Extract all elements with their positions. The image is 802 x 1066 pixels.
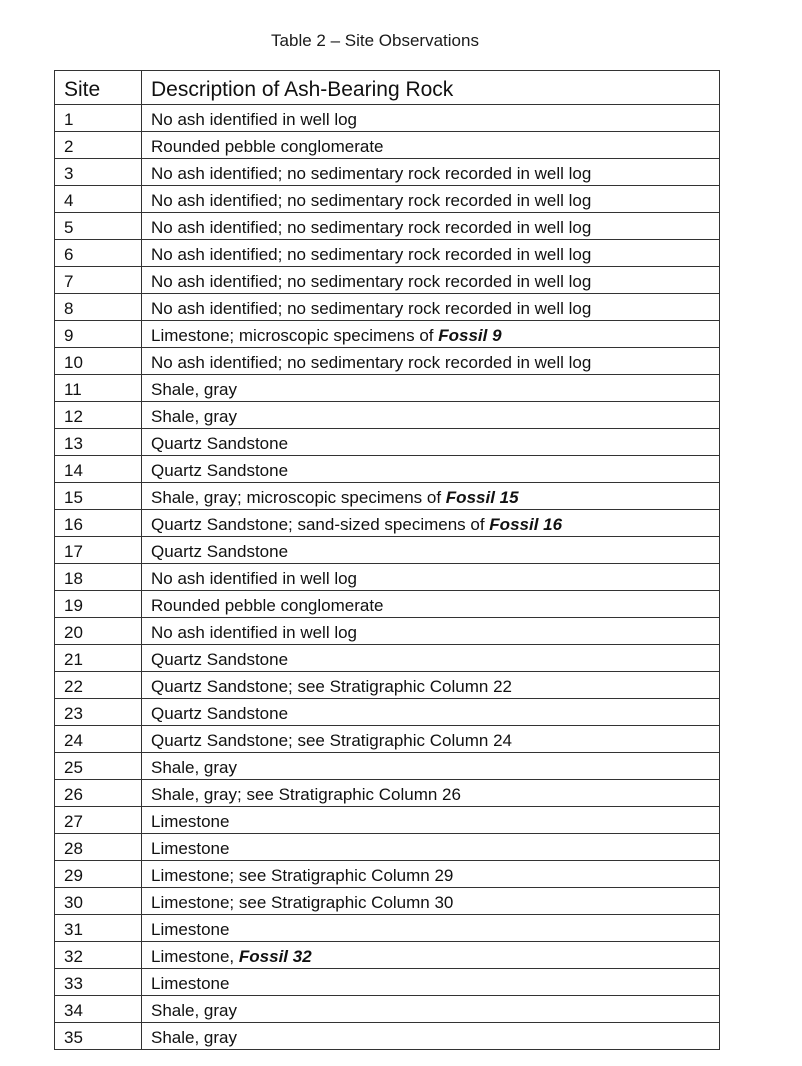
table-row [55,429,720,456]
description-cell [142,375,720,402]
site-number-cell: 18 [55,564,142,591]
description-text: Shale, gray [151,380,237,399]
table-body [55,105,720,1050]
description-cell [142,807,720,834]
site-number-cell: 13 [55,429,142,456]
table-row [55,240,720,267]
description-cell [142,591,720,618]
site-number-cell: 8 [55,294,142,321]
fossil-name: Fossil 16 [489,515,563,534]
site-number-cell: 22 [55,672,142,699]
table-row [55,996,720,1023]
description-text: Rounded pebble conglomerate [151,137,384,156]
description-cell [142,699,720,726]
table-row [55,834,720,861]
table-row [55,942,720,969]
table-row [55,672,720,699]
description-cell [142,321,720,348]
description-text: Quartz Sandstone [151,434,289,453]
table-header-row [55,71,720,105]
description-text: Shale, gray [151,1028,237,1047]
description-text: Quartz Sandstone [151,704,289,723]
description-text: Shale, gray [151,758,237,777]
site-number-cell: 23 [55,699,142,726]
site-number-cell: 24 [55,726,142,753]
table-caption: Table 2 – Site Observations [271,31,479,50]
description-text: No ash identified; no sedimentary rock recorded in well log [151,218,592,237]
table-row [55,294,720,321]
description-cell [142,402,720,429]
site-number-cell: 10 [55,348,142,375]
table-row [55,726,720,753]
table-row [55,915,720,942]
table-row [55,483,720,510]
description-text: Rounded pebble conglomerate [151,596,384,615]
site-number-cell: 31 [55,915,142,942]
site-number-cell: 17 [55,537,142,564]
site-number-cell: 3 [55,159,142,186]
site-number-cell: 29 [55,861,142,888]
description-cell [142,780,720,807]
site-number-cell: 15 [55,483,142,510]
table-row [55,807,720,834]
description-text: Quartz Sandstone [151,461,289,480]
description-text: Limestone, [151,947,239,966]
table-row [55,969,720,996]
site-number-cell: 2 [55,132,142,159]
description-text: Quartz Sandstone [151,650,289,669]
description-text: Limestone [151,974,230,993]
table-row [55,537,720,564]
table-row [55,510,720,537]
description-cell [142,429,720,456]
description-text: Quartz Sandstone; sand-sized specimens of [151,515,490,534]
site-number-cell: 28 [55,834,142,861]
site-number-cell: 11 [55,375,142,402]
description-text: No ash identified; no sedimentary rock recorded in well log [151,191,592,210]
table-row [55,402,720,429]
site-number-cell: 32 [55,942,142,969]
site-number-cell: 30 [55,888,142,915]
site-number-cell: 21 [55,645,142,672]
description-text: No ash identified in well log [151,569,358,588]
fossil-name: Fossil 32 [238,947,312,966]
table-row [55,321,720,348]
site-number-cell: 7 [55,267,142,294]
column-header-site: Site [55,71,142,105]
table-row [55,213,720,240]
site-number-cell: 14 [55,456,142,483]
description-text: Quartz Sandstone; see Stratigraphic Column 24 [151,731,512,750]
description-text: Shale, gray; see Stratigraphic Column 26 [151,785,461,804]
site-number-cell: 25 [55,753,142,780]
table-row [55,456,720,483]
description-cell [142,753,720,780]
description-cell [142,834,720,861]
description-cell [142,105,720,132]
table-row [55,753,720,780]
table-row [55,618,720,645]
description-cell [142,996,720,1023]
site-number-cell: 34 [55,996,142,1023]
description-cell [142,348,720,375]
table-row [55,1023,720,1050]
description-cell [142,618,720,645]
description-cell [142,861,720,888]
table-row [55,564,720,591]
table-row [55,348,720,375]
description-cell [142,159,720,186]
table-row [55,105,720,132]
description-text: Limestone; see Stratigraphic Column 30 [151,893,454,912]
site-number-cell: 1 [55,105,142,132]
description-cell [142,132,720,159]
description-text: No ash identified in well log [151,623,358,642]
description-text: Shale, gray [151,1001,237,1020]
table-row [55,267,720,294]
table-row [55,861,720,888]
table-row [55,699,720,726]
site-number-cell: 26 [55,780,142,807]
description-text: No ash identified; no sedimentary rock recorded in well log [151,272,592,291]
table-row [55,375,720,402]
description-text: Quartz Sandstone [151,542,289,561]
description-text: Shale, gray [151,407,237,426]
description-text: No ash identified; no sedimentary rock recorded in well log [151,164,592,183]
description-cell [142,537,720,564]
site-number-cell: 19 [55,591,142,618]
description-cell [142,186,720,213]
table-row [55,888,720,915]
description-cell [142,1023,720,1050]
description-cell [142,267,720,294]
description-text: No ash identified; no sedimentary rock recorded in well log [151,353,592,372]
table-row [55,591,720,618]
description-cell [142,942,720,969]
site-number-cell: 16 [55,510,142,537]
table-row [55,780,720,807]
column-header-description: Description of Ash-Bearing Rock [142,71,720,105]
description-text: Limestone; microscopic specimens of [151,326,439,345]
description-text: Limestone; see Stratigraphic Column 29 [151,866,454,885]
description-cell [142,294,720,321]
description-cell [142,915,720,942]
site-number-cell: 20 [55,618,142,645]
description-cell [142,213,720,240]
description-cell [142,726,720,753]
table-row [55,645,720,672]
site-number-cell: 12 [55,402,142,429]
description-cell [142,240,720,267]
site-number-cell: 9 [55,321,142,348]
description-text: Limestone [151,920,230,939]
description-cell [142,483,720,510]
description-text: Quartz Sandstone; see Stratigraphic Column 22 [151,677,512,696]
site-number-cell: 27 [55,807,142,834]
description-cell [142,564,720,591]
description-text: Limestone [151,839,230,858]
site-number-cell: 5 [55,213,142,240]
description-text: No ash identified in well log [151,110,358,129]
table-row [55,159,720,186]
site-number-cell: 33 [55,969,142,996]
description-cell [142,969,720,996]
description-cell [142,672,720,699]
site-number-cell: 4 [55,186,142,213]
fossil-name: Fossil 15 [445,488,519,507]
site-observations-table [54,70,720,1050]
site-number-cell: 6 [55,240,142,267]
description-text: Shale, gray; microscopic specimens of [151,488,446,507]
fossil-name: Fossil 9 [438,326,502,345]
description-text: No ash identified; no sedimentary rock recorded in well log [151,299,592,318]
description-cell [142,510,720,537]
description-text: No ash identified; no sedimentary rock recorded in well log [151,245,592,264]
site-number-cell: 35 [55,1023,142,1050]
table-row [55,132,720,159]
description-cell [142,456,720,483]
table-row [55,186,720,213]
description-cell [142,645,720,672]
description-text: Limestone [151,812,230,831]
description-cell [142,888,720,915]
